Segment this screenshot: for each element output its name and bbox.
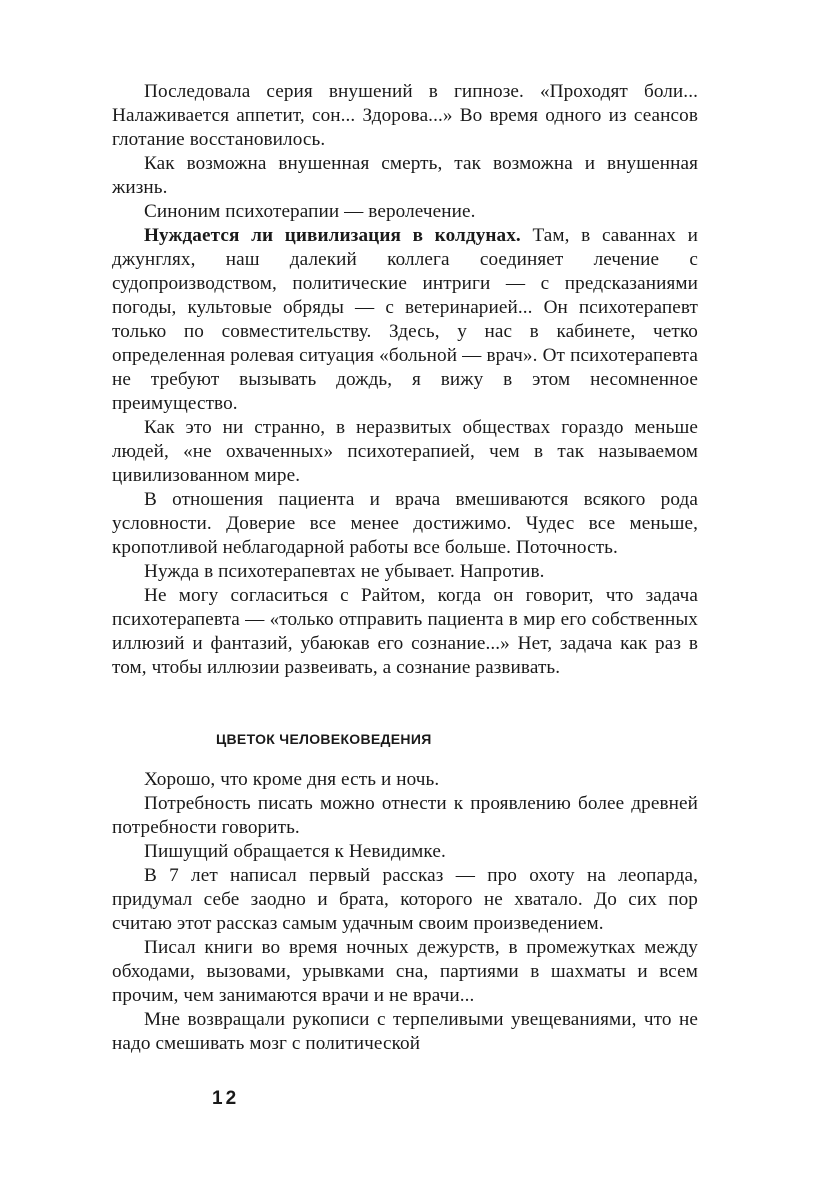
paragraph: Последовала серия внушений в гипнозе. «Проходят боли... Налаживается аппетит, сон... Здорова...» Во время одного из сеансов глотание восстановилось. <box>112 81 698 150</box>
paragraph: Пишущий обращается к Невидимке. <box>144 841 446 862</box>
paragraph: Как возможна внушенная смерть, так возможна и внушенная жизнь. <box>112 153 698 198</box>
paragraph: Не могу согласиться с Райтом, когда он говорит, что задача психотерапевта — «только отправить пациента в мир его собственных иллюзий и фантазий, убаюкав его сознание...» Нет, задача как раз в том, чтобы иллюзии развеивать, а сознание развивать. <box>112 585 698 678</box>
paragraph: Писал книги во время ночных дежурств, в промежутках между обходами, вызовами, урывками сна, партиями в шахматы и всем прочим, чем занимаются врачи и не врачи... <box>112 937 698 1006</box>
section-heading: ЦВЕТОК ЧЕЛОВЕКОВЕДЕНИЯ <box>216 731 432 747</box>
paragraph: В 7 лет написал первый рассказ — про охоту на леопарда, придумал себе заодно и брата, которого не хватало. До сих пор считаю этот рассказ самым удачным своим произведением. <box>112 865 698 934</box>
paragraph: В отношения пациента и врача вмешиваются всякого рода условности. Доверие все менее достижимо. Чудес все меньше, кропотливой неблагодарной работы все больше. Поточность. <box>112 489 698 558</box>
paragraph: Потребность писать можно отнести к проявлению более древней потребности говорить. <box>112 793 698 838</box>
section-spacer <box>112 680 698 730</box>
paragraph-body: Там, в саваннах и джунглях, наш далекий коллега соединяет лечение с судопроизводством, политические интриги — с предсказаниями погоды, культовые обряды — с ветеринарией... Он психотерапевт только по совместительству. Здесь, у нас в кабинете, четко определенная ролевая ситуация «больной — врач». От психотерапевта не требуют вызывать дождь, я вижу в этом несомненное преимущество. <box>112 225 698 414</box>
paragraph: Как это ни странно, в неразвитых обществах гораздо меньше людей, «не охваченных» психотерапией, чем в так называемом цивилизованном мире. <box>112 417 698 486</box>
paragraph-with-lead <box>112 224 698 416</box>
page-body <box>112 80 698 1056</box>
section-psychotherapy <box>112 80 698 680</box>
paragraph: Нужда в психотерапевтах не убывает. Напротив. <box>144 561 545 582</box>
section-human-studies <box>112 768 698 1056</box>
page-number: 12 <box>212 1088 240 1109</box>
paragraph: Мне возвращали рукописи с терпеливыми увещеваниями, что не надо смешивать мозг с политической <box>112 1009 698 1054</box>
paragraph: Хорошо, что кроме дня есть и ночь. <box>144 769 440 790</box>
paragraph: Синоним психотерапии — веролечение. <box>144 201 476 222</box>
paragraph-lead: Нуждается ли цивилизация в колдунах. <box>144 225 521 246</box>
